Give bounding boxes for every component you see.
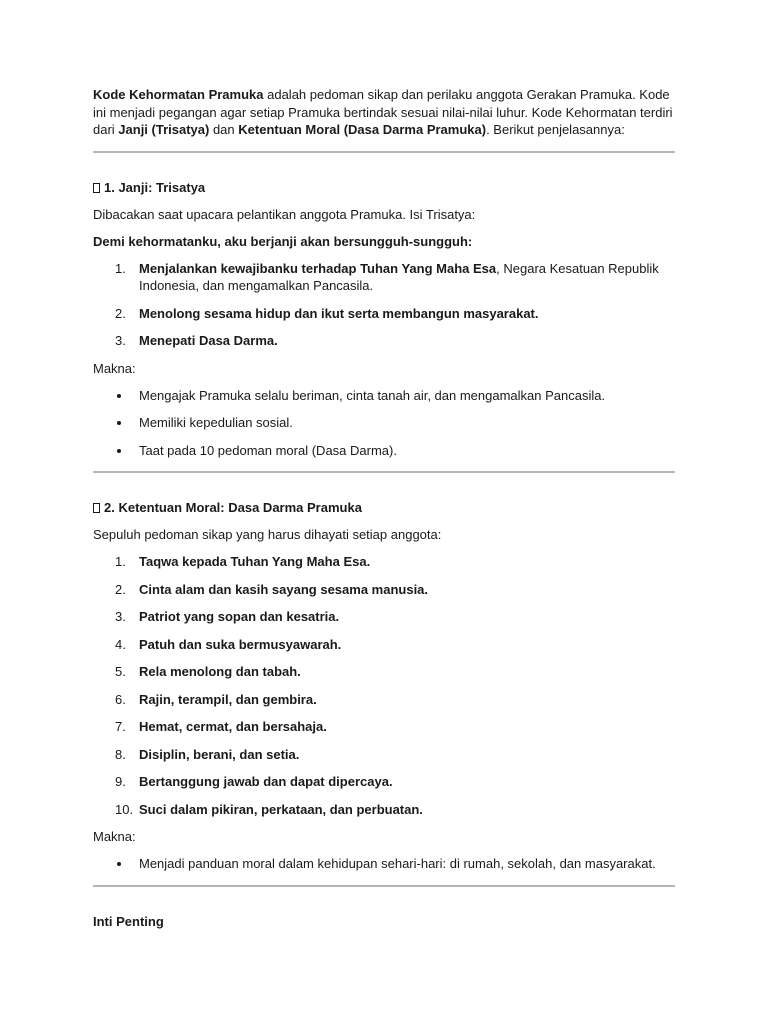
list-number: 1.: [115, 554, 126, 569]
divider-2: [93, 471, 675, 473]
list-item-bold: Disiplin, berani, dan setia.: [139, 746, 300, 762]
inti-penting-heading: Inti Penting: [93, 913, 164, 929]
missing-glyph-icon: [93, 503, 100, 513]
list-item: [93, 801, 675, 819]
intro-bold-ketentuan: Ketentuan Moral (Dasa Darma Pramuka): [238, 122, 487, 137]
list-item-bold: Menepati Dasa Darma.: [139, 333, 278, 348]
list-item: [93, 773, 675, 791]
list-item: [93, 718, 675, 736]
section-1-heading-text: 1. Janji: Trisatya: [104, 179, 206, 195]
list-item: [93, 581, 675, 599]
list-item: [93, 636, 675, 654]
list-item: [93, 332, 675, 350]
list-item-bold: Taqwa kepada Tuhan Yang Maha Esa.: [139, 554, 371, 569]
dasa-darma-list: [93, 553, 675, 818]
bullet-item: [93, 442, 675, 460]
divider-1: [93, 151, 675, 153]
trisatya-list: [93, 260, 675, 350]
intro-text-2: dan: [209, 122, 239, 137]
list-number: 8.: [115, 746, 126, 762]
list-item-bold: Bertanggung jawab dan dapat dipercaya.: [139, 774, 393, 789]
bullet-icon: [117, 862, 121, 866]
intro-bold-janji: Janji (Trisatya): [118, 122, 210, 137]
list-number: 9.: [115, 774, 126, 789]
section-1-description: Dibacakan saat upacara pelantikan anggota Pramuka. Isi Trisatya:: [93, 206, 476, 222]
list-item-bold: Hemat, cermat, dan bersahaja.: [139, 719, 327, 734]
list-item-bold: Cinta alam dan kasih sayang sesama manusia.: [139, 581, 429, 597]
missing-glyph-icon: [93, 183, 100, 193]
bullet-icon: [117, 394, 121, 398]
list-number: 2.: [115, 305, 126, 321]
list-item-bold: Menjalankan kewajibanku terhadap Tuhan Yang Maha Esa: [139, 260, 497, 276]
list-item-bold: Suci dalam pikiran, perkataan, dan perbuatan.: [139, 801, 423, 817]
list-number: 7.: [115, 719, 126, 734]
list-number: 2.: [115, 581, 126, 597]
bullet-icon: [117, 449, 121, 453]
section-2-makna-list: [93, 855, 675, 873]
document-body: [93, 86, 675, 930]
list-item-bold: Patriot yang sopan dan kesatria.: [139, 609, 340, 624]
intro-text-3: . Berikut penjelasannya:: [486, 122, 625, 137]
section-2-makna-label: Makna:: [93, 829, 136, 844]
list-number: 6.: [115, 691, 126, 707]
section-2-description: Sepuluh pedoman sikap yang harus dihayati setiap anggota:: [93, 527, 442, 542]
list-number: 4.: [115, 636, 126, 652]
bullet-text: Menjadi panduan moral dalam kehidupan sehari-hari: di rumah, sekolah, dan masyarakat.: [139, 856, 656, 871]
section-1-heading: [93, 179, 675, 196]
list-number: 1.: [115, 260, 126, 276]
list-item: [93, 260, 675, 295]
bullet-text: Memiliki kepedulian sosial.: [139, 415, 293, 430]
list-item-bold: Patuh dan suka bermusyawarah.: [139, 636, 342, 652]
bullet-text: Taat pada 10 pedoman moral (Dasa Darma).: [139, 442, 397, 458]
list-item-bold: Rela menolong dan tabah.: [139, 664, 301, 679]
list-item: [93, 746, 675, 764]
section-2-heading-text: 2. Ketentuan Moral: Dasa Darma Pramuka: [104, 500, 362, 515]
divider-3: [93, 885, 675, 887]
list-number: 3.: [115, 609, 126, 624]
intro-paragraph: [93, 86, 675, 139]
bullet-text: Mengajak Pramuka selalu beriman, cinta tanah air, dan mengamalkan Pancasila.: [139, 387, 606, 403]
list-item-bold: Rajin, terampil, dan gembira.: [139, 691, 317, 707]
list-number: 3.: [115, 333, 126, 348]
list-number: 5.: [115, 664, 126, 679]
list-item: [93, 305, 675, 323]
trisatya-oath: Demi kehormatanku, aku berjanji akan bersungguh-sungguh:: [93, 233, 473, 249]
bullet-item: [93, 414, 675, 432]
list-item-bold: Menolong sesama hidup dan ikut serta membangun masyarakat.: [139, 305, 539, 321]
section-1-makna-label: Makna:: [93, 360, 136, 376]
bullet-item: [93, 387, 675, 405]
section-2-heading: [93, 499, 675, 516]
intro-text-1: adalah pedoman sikap dan perilaku anggota Gerakan Pramuka. Kode ini menjadi pegangan agar setiap Pramuka bertindak sesuai nilai-nilai luhur. Kode Kehormatan terdiri dari: [93, 87, 673, 137]
list-item: [93, 663, 675, 681]
section-1-makna-list: [93, 387, 675, 460]
list-number: 10.: [115, 801, 134, 817]
list-item-text: , Negara Kesatuan Republik Indonesia, dan mengamalkan Pancasila.: [139, 260, 659, 293]
bullet-item: [93, 855, 675, 873]
list-item: [93, 691, 675, 709]
list-item: [93, 553, 675, 571]
list-item: [93, 608, 675, 626]
intro-bold-kode: Kode Kehormatan Pramuka: [93, 87, 264, 102]
bullet-icon: [117, 421, 121, 425]
